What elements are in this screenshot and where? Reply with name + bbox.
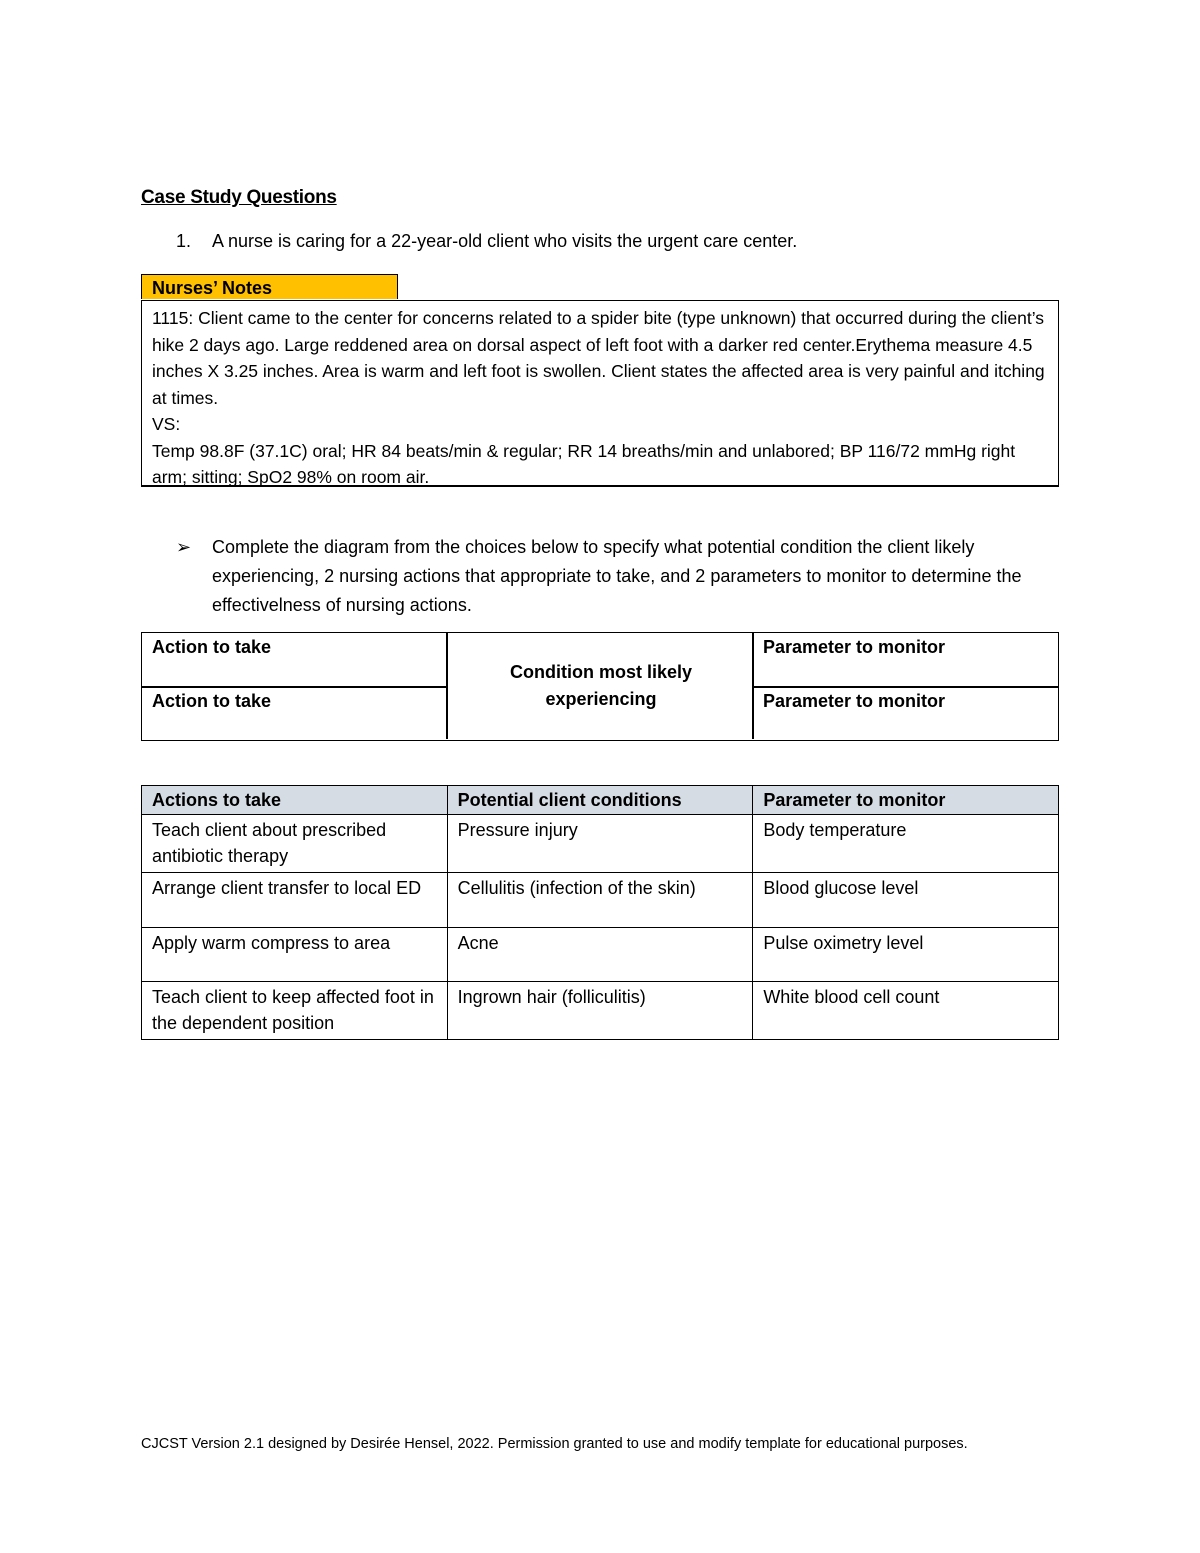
diagram-action-slot-1[interactable]: Action to take [152,637,272,657]
nurses-notes-content [141,300,1059,487]
parameter-option[interactable]: Blood glucose level [753,872,1059,927]
table-row [142,814,1059,872]
parameter-option[interactable]: Body temperature [753,814,1059,872]
table-row [142,927,1059,981]
notes-vs-label: VS: [152,414,181,434]
header-conditions: Potential client conditions [447,786,753,815]
section-heading: Case Study Questions [141,187,337,208]
page-footer: CJCST Version 2.1 designed by Desirée Hensel, 2022. Permission granted to use and modify template for educational purposes. [141,1436,968,1452]
condition-option[interactable]: Pressure injury [447,814,753,872]
action-option[interactable]: Teach client about prescribed antibiotic therapy [142,814,448,872]
action-option[interactable]: Apply warm compress to area [142,927,448,981]
notes-time: 1115: [152,308,194,328]
question-number: 1. [176,231,192,251]
condition-option[interactable]: Acne [447,927,753,981]
header-parameters: Parameter to monitor [753,786,1059,815]
header-actions: Actions to take [142,786,448,815]
table-row [142,981,1059,1039]
question-text: A nurse is caring for a 22-year-old client who visits the urgent care center. [212,231,798,251]
answer-diagram [141,632,1059,741]
parameter-option[interactable]: White blood cell count [753,981,1059,1039]
notes-narrative [152,305,1048,411]
parameter-option[interactable]: Pulse oximetry level [753,927,1059,981]
arrow-bullet-icon: ➢ [176,537,192,557]
notes-vitals: Temp 98.8F (37.1C) oral; HR 84 beats/min & regular; RR 14 breaths/min and unlabored; BP 116/72 mmHg right arm; sitting; SpO2 98% on room air. [152,440,1016,487]
question-1 [176,231,797,252]
choices-table [141,785,1059,1040]
condition-option[interactable]: Ingrown hair (folliculitis) [447,981,753,1039]
action-option[interactable]: Teach client to keep affected foot in the dependent position [142,981,448,1039]
diagram-condition-slot[interactable]: Condition most likely experiencing [509,662,692,709]
instruction-text: Complete the diagram from the choices below to specify what potential condition the client likely experiencing, 2 nursing actions that appropriate to take, and 2 parameters to monitor to determine the effectivelness of nursing actions. [212,537,1022,615]
diagram-parameter-slot-1[interactable]: Parameter to monitor [763,637,946,657]
condition-option[interactable]: Cellulitis (infection of the skin) [447,872,753,927]
table-row [142,872,1059,927]
notes-narrative-text: Client came to the center for concerns related to a spider bite (type unknown) that occurred during the client’s hike 2 days ago. Large reddened area on dorsal aspect of left foot with a darker red center.Erythema measure 4.5 inches X 3.25 inches. Area is warm and left foot is swollen. Client states the affected area is very painful and itching at times. [152,308,1045,408]
nurses-notes-tab[interactable]: Nurses’ Notes [141,274,398,299]
diagram-parameter-slot-2[interactable]: Parameter to monitor [763,691,946,711]
action-option[interactable]: Arrange client transfer to local ED [142,872,448,927]
choices-header-row [142,786,1059,815]
diagram-action-slot-2[interactable]: Action to take [152,691,272,711]
